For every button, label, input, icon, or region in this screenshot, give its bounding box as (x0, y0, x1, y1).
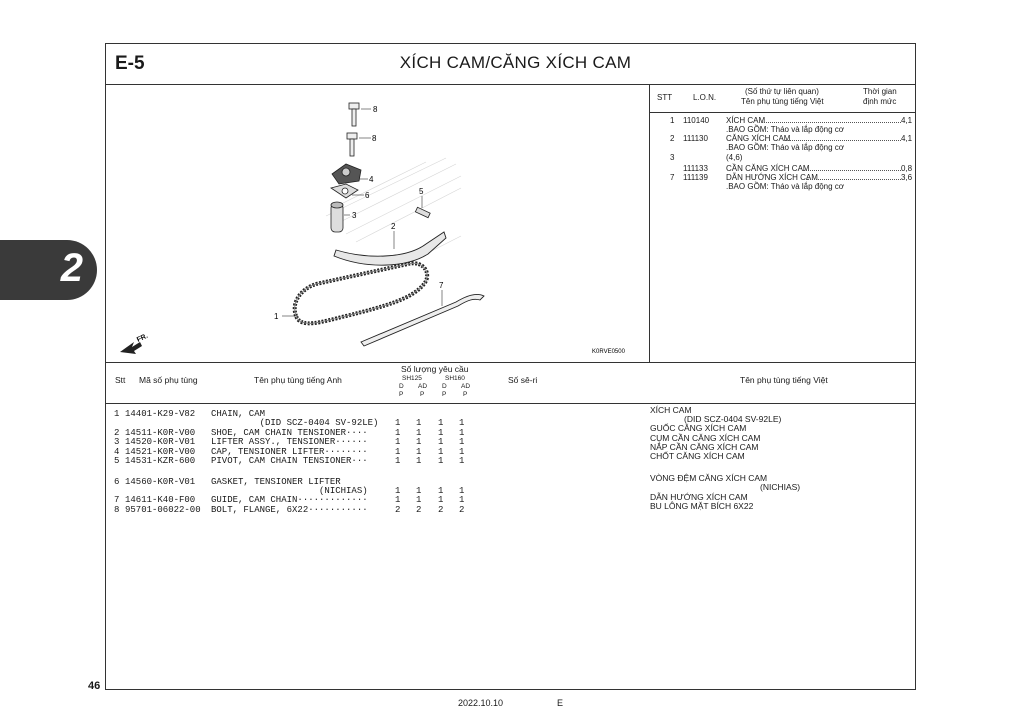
ref-header-name-2: Tên phụ tùng tiếng Việt (741, 97, 824, 106)
section-tab (0, 240, 97, 300)
part-qty: 1 (395, 418, 401, 428)
ref-lon: 111130 (683, 134, 708, 143)
parts-row (106, 505, 915, 515)
part-number: 14520-K0R-V01 (125, 437, 196, 447)
part-name-en: PIVOT, CAM CHAIN TENSIONER··· (211, 456, 368, 466)
section-code: E-5 (115, 53, 145, 74)
callout-3: 3 (352, 211, 357, 220)
pivot-5 (415, 207, 430, 217)
part-number: 14560-K0R-V01 (125, 477, 196, 487)
labor-time-header (649, 84, 915, 113)
callout-5: 5 (419, 187, 424, 196)
labor-time-row (649, 182, 915, 192)
part-number: 14531-KZR-600 (125, 456, 196, 466)
ref-lon: 111133 (683, 164, 708, 173)
ref-header-lon: L.O.N. (693, 93, 717, 102)
callout-7: 7 (439, 281, 444, 290)
part-number: 14401-K29-V82 (125, 409, 196, 419)
footer-edition: E (557, 698, 564, 708)
part-qty: 1 (459, 428, 465, 438)
ref-name: CĂNG XÍCH CAM (726, 134, 791, 143)
part-qty: 1 (459, 447, 465, 457)
part-name-en: (DID SCZ-0404 SV-92LE) (211, 418, 379, 428)
part-number: 14611-K40-F00 (125, 495, 196, 505)
part-name-vn: NẮP CẦN CĂNG XÍCH CAM (650, 442, 759, 452)
part-name-vn: (NICHIAS) (760, 482, 801, 492)
section-title: XÍCH CAM/CĂNG XÍCH CAM (399, 53, 632, 72)
callout-8a: 8 (373, 105, 378, 114)
tensioner-cap-4 (332, 164, 361, 184)
parts-header-model2: SH160 (445, 375, 465, 382)
ref-name: (4,6) (726, 153, 743, 162)
part-name-en: GASKET, TENSIONER LIFTER (211, 477, 341, 487)
tensioner-shoe-2 (334, 232, 446, 265)
parts-header-name-en: Tên phụ tùng tiếng Anh (254, 375, 342, 385)
part-qty: 1 (416, 437, 422, 447)
ref-stt: 3 (670, 153, 675, 162)
part-stt: 6 (114, 477, 120, 487)
ref-header-time-1: Thời gian (863, 87, 897, 96)
part-name-vn: GUỐC CĂNG XÍCH CAM (650, 423, 747, 433)
fr-label: FR. (135, 332, 150, 344)
figure-code: K0RVE0500 (592, 349, 625, 355)
part-stt: 5 (114, 456, 120, 466)
callout-1: 1 (274, 312, 279, 321)
qty-col-ad-1: AD (418, 383, 428, 390)
qty-col-ad-2: AD (461, 383, 471, 390)
part-name-en: GUIDE, CAM CHAIN············· (211, 495, 368, 505)
part-name-vn: BU LÔNG MẶT BÍCH 6X22 (650, 501, 754, 511)
qty-col-p-4: P (463, 391, 468, 398)
parts-row (106, 492, 915, 505)
ref-time: 0,8 (901, 164, 913, 173)
part-name-en: SHOE, CAM CHAIN TENSIONER···· (211, 428, 368, 438)
part-name-en: (NICHIAS) (211, 486, 368, 496)
part-qty: 1 (395, 437, 401, 447)
part-name-vn: (DID SCZ-0404 SV-92LE) (684, 414, 782, 424)
part-qty: 1 (395, 495, 401, 505)
ref-time: 4,1 (901, 116, 913, 125)
ref-stt: 7 (670, 173, 675, 182)
parts-row (106, 418, 915, 428)
part-number: 14521-K0R-V00 (125, 447, 196, 457)
part-qty: 1 (438, 428, 444, 438)
qty-col-p-2: P (420, 391, 425, 398)
ref-name: .BAO GỒM: Tháo và lắp động cơ (726, 143, 845, 152)
part-qty: 1 (416, 418, 422, 428)
title-row (106, 44, 915, 85)
qty-col-d-1: D (399, 383, 404, 390)
qty-col-p-3: P (442, 391, 447, 398)
part-qty: 2 (438, 505, 444, 515)
parts-header-name-vn: Tên phụ tùng tiếng Việt (740, 375, 828, 385)
labor-time-table (649, 84, 915, 362)
part-qty: 1 (438, 495, 444, 505)
part-qty: 1 (416, 428, 422, 438)
ref-lon: 110140 (683, 116, 710, 125)
callout-8b: 8 (372, 134, 377, 143)
part-name-vn: XÍCH CAM (650, 405, 692, 415)
part-qty: 1 (459, 418, 465, 428)
part-qty: 1 (459, 437, 465, 447)
part-qty: 1 (416, 486, 422, 496)
part-qty: 1 (459, 486, 465, 496)
bolt-8-lower (347, 133, 357, 156)
gasket-6 (331, 184, 358, 198)
part-stt: 8 (114, 505, 120, 515)
exploded-diagram (106, 84, 650, 362)
part-qty: 2 (395, 505, 401, 515)
footer-date: 2022.10.10 (458, 698, 504, 708)
part-name-en: CAP, TENSIONER LIFTER········ (211, 447, 368, 457)
part-qty: 1 (395, 447, 401, 457)
leader-dots (785, 140, 902, 141)
qty-col-d-2: D (442, 383, 447, 390)
callout-2: 2 (391, 222, 396, 231)
part-qty: 1 (438, 486, 444, 496)
qty-col-p-1: P (399, 391, 404, 398)
leader-dots (807, 179, 901, 180)
ref-header-time-2: định mức (863, 97, 897, 106)
part-qty: 2 (459, 505, 465, 515)
part-name-vn: CHỐT CĂNG XÍCH CAM (650, 451, 745, 461)
part-number: 95701-06022-00 (125, 505, 201, 515)
labor-time-row (649, 143, 915, 153)
parts-table-header (106, 362, 915, 404)
callout-4: 4 (369, 175, 374, 184)
part-qty: 1 (416, 495, 422, 505)
ref-lon: 111139 (683, 173, 708, 182)
parts-row (106, 456, 915, 466)
parts-header-stt: Stt (115, 375, 126, 385)
ref-header-stt: STT (657, 93, 673, 102)
ref-header-name-1: (Số thứ tự liên quan) (745, 87, 819, 96)
ref-time: 3,6 (901, 173, 913, 182)
leader-dots (803, 170, 902, 171)
ref-name: DẪN HƯỚNG XÍCH CAM (726, 173, 818, 182)
ref-name: .BAO GỒM: Tháo và lắp động cơ (726, 182, 845, 191)
ref-name: .BAO GỒM: Tháo và lắp động cơ (726, 125, 845, 134)
part-name-vn: DẪN HƯỚNG XÍCH CAM (650, 492, 748, 502)
bolt-8-upper (349, 103, 359, 126)
part-name-vn: CỤM CẦN CĂNG XÍCH CAM (650, 433, 761, 443)
part-number: 14511-K0R-V00 (125, 428, 196, 438)
part-qty: 1 (459, 495, 465, 505)
part-stt: 4 (114, 447, 120, 457)
cam-chain-1 (295, 263, 427, 323)
lifter-3 (331, 202, 343, 232)
part-name-en: CHAIN, CAM (211, 409, 266, 419)
part-stt: 2 (114, 428, 120, 438)
callout-6: 6 (365, 191, 370, 200)
part-qty: 2 (416, 505, 422, 515)
part-qty: 1 (438, 437, 444, 447)
parts-header-part-no: Mã số phụ tùng (139, 375, 198, 385)
part-qty: 1 (438, 456, 444, 466)
part-qty: 1 (416, 447, 422, 457)
part-qty: 1 (438, 418, 444, 428)
ref-name: CẦN CĂNG XÍCH CAM (726, 164, 810, 173)
ref-stt: 2 (670, 134, 675, 143)
ref-stt: 1 (670, 116, 675, 125)
page-number: 46 (88, 680, 101, 692)
ref-name: XÍCH CAM (726, 116, 766, 125)
part-qty: 1 (459, 456, 465, 466)
chain-guide-7 (361, 294, 484, 346)
parts-header-serial: Số sê-ri (508, 375, 538, 385)
part-qty: 1 (395, 428, 401, 438)
part-stt: 3 (114, 437, 120, 447)
parts-row (106, 437, 915, 447)
catalog-page-frame (105, 43, 916, 690)
part-stt: 7 (114, 495, 120, 505)
part-qty: 1 (416, 456, 422, 466)
parts-header-qty: Số lượng yêu cầu (401, 364, 469, 374)
part-qty: 1 (438, 447, 444, 457)
labor-time-row (649, 153, 915, 163)
section-tab-number: 2 (60, 246, 83, 290)
part-qty: 1 (395, 456, 401, 466)
parts-header-model1: SH125 (402, 375, 422, 382)
part-name-en: BOLT, FLANGE, 6X22··········· (211, 505, 368, 515)
diagram-svg (106, 84, 649, 362)
leader-dots (762, 122, 901, 123)
ref-time: 4,1 (901, 134, 913, 143)
part-stt: 1 (114, 409, 120, 419)
part-name-vn: VÒNG ĐỆM CĂNG XÍCH CAM (650, 473, 768, 483)
part-name-en: LIFTER ASSY., TENSIONER······ (211, 437, 368, 447)
part-qty: 1 (395, 486, 401, 496)
